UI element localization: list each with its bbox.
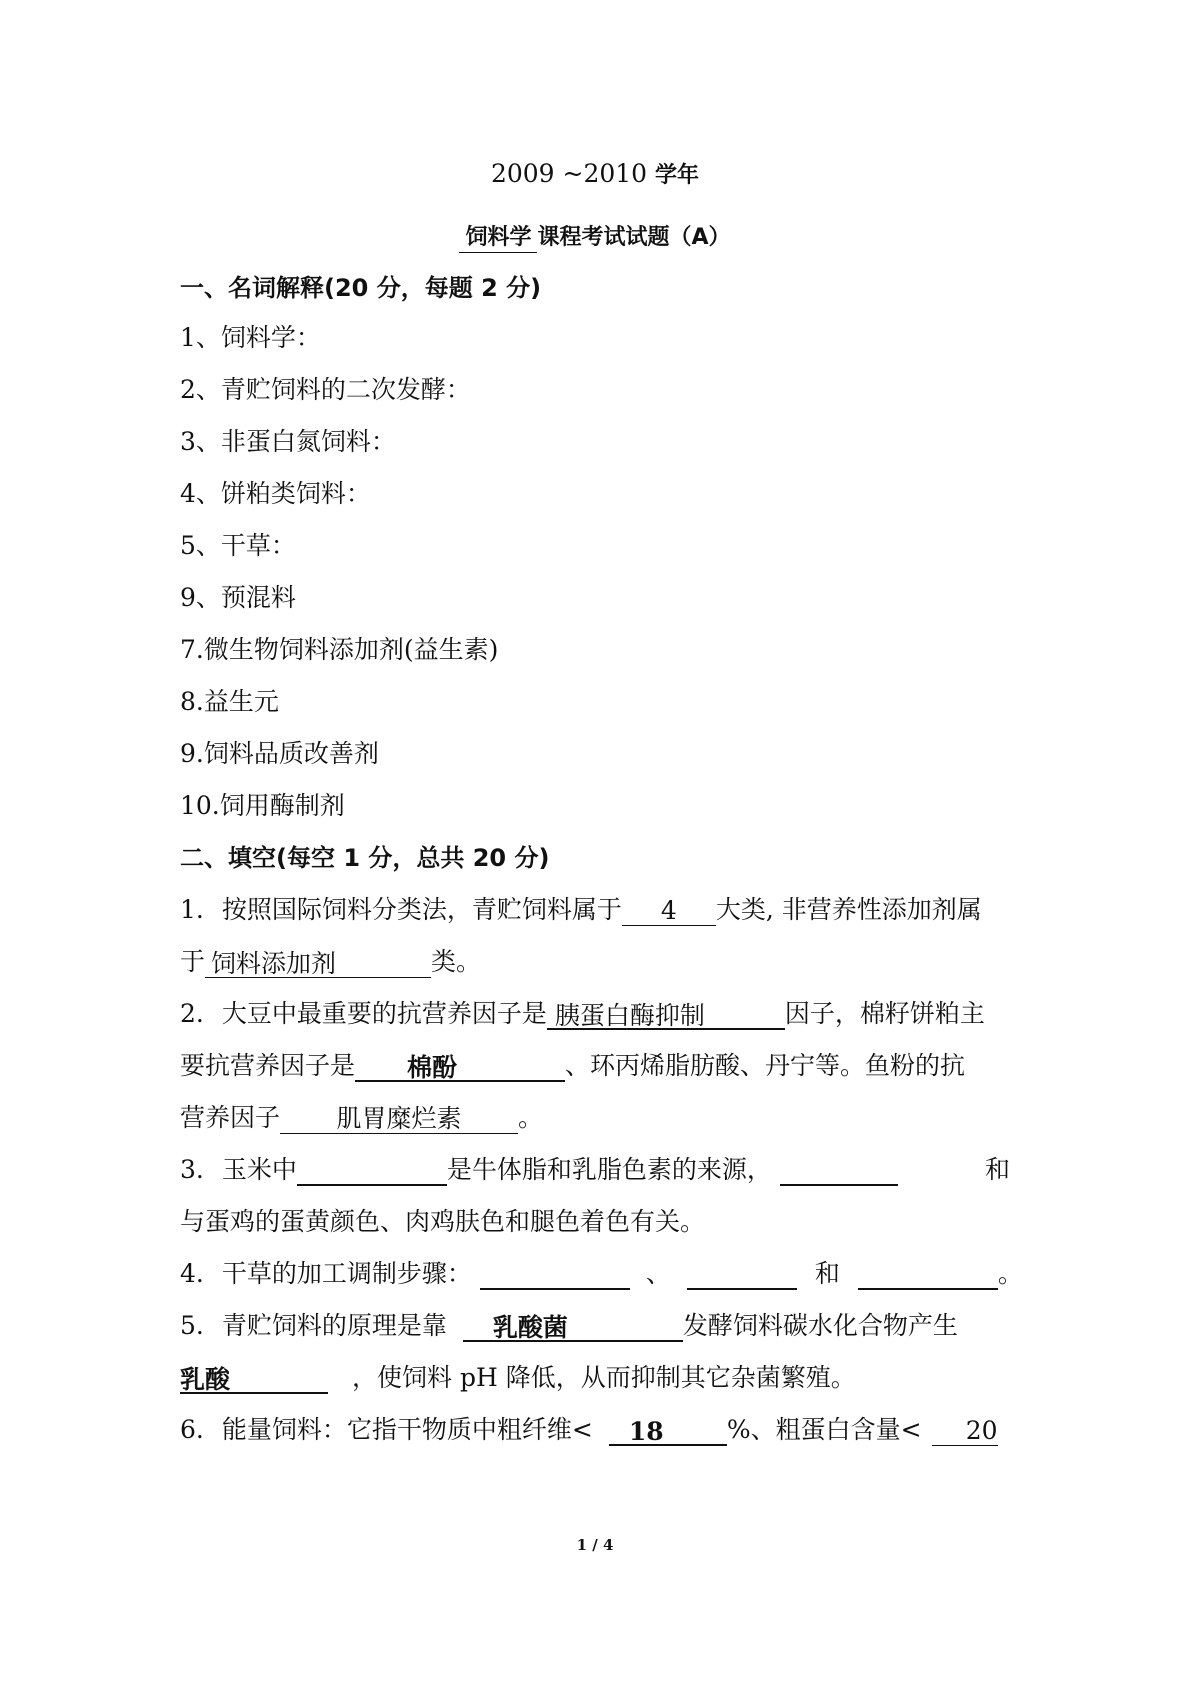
q5-text-a: 青贮饲料的原理是靠 [221,1311,447,1340]
q2-text-c: 要抗营养因子是 [180,1051,356,1080]
q4-text-a: 干草的加工调制步骤： [221,1259,472,1288]
question-2-line3 [180,1102,543,1134]
question-2-line1 [180,998,985,1030]
q1-answer-a[interactable]: 4 [622,897,716,926]
year-range: 2009 ~2010 [490,159,648,188]
q2-text-a: 大豆中最重要的抗营养因子是 [221,999,547,1028]
course-name: 饲料学 [459,224,537,253]
term-item: 10.饲用酶制剂 [180,791,345,820]
term-item: 7.微生物饲料添加剂(益生素) [180,635,499,664]
q2-answer-c[interactable]: 肌胃糜烂素 [280,1105,518,1134]
question-5-line1 [180,1310,958,1342]
q2-text-d: 、环丙烯脂肪酸、丹宁等。鱼粉的抗 [565,1051,966,1080]
q2-answer-a[interactable]: 胰蛋白酶抑制 [547,1002,785,1030]
q4-blank-3[interactable] [858,1260,998,1290]
q1-text-b: 大类, 非营养性添加剂属 [715,895,982,924]
question-5-line2 [180,1362,856,1394]
page-number: 1 / 4 [576,1536,614,1554]
q5-text-c: ，使饲料 pH 降低，从而抑制其它杂菌繁殖。 [352,1363,856,1392]
q2-text-b: 因子，棉籽饼粕主 [784,999,985,1028]
term-item: 9、预混料 [180,583,296,612]
q6-text-b: %、粗蛋白含量< [726,1415,922,1444]
q3-text-d: 与蛋鸡的蛋黄颜色、肉鸡肤色和腿色着色有关。 [180,1207,706,1236]
term-item: 2、青贮饲料的二次发酵： [180,375,471,404]
q3-number: 3. [180,1155,204,1184]
q4-end: 。 [997,1259,1023,1288]
q4-sep-1: 、 [645,1259,671,1288]
q6-number: 6. [180,1415,204,1444]
question-2-line2 [180,1050,965,1082]
question-1-line2 [180,946,481,978]
year-label: 学年 [655,163,700,188]
q5-number: 5. [180,1311,204,1340]
q1-text-d: 类。 [431,947,482,976]
q6-answer-b[interactable]: 20 [932,1417,998,1446]
q1-number: 1. [180,895,204,924]
q6-text-a: 能量饲料：它指干物质中粗纤维< [221,1415,593,1444]
question-4 [180,1258,1023,1290]
q4-number: 4. [180,1259,204,1288]
question-6 [180,1414,998,1446]
q6-answer-a[interactable]: 18 [609,1418,727,1446]
q3-blank-2[interactable] [780,1156,898,1186]
q1-answer-b[interactable]: 饲料添加剂 [205,950,431,978]
term-item: 1、饲料学： [180,323,321,352]
q2-text-e: 营养因子 [180,1103,281,1132]
q2-text-f: 。 [518,1103,544,1132]
q2-number: 2. [180,999,204,1028]
term-item: 9.饲料品质改善剂 [180,739,379,768]
section1-heading: 一、名词解释(20 分，每题 2 分) [180,274,542,302]
q5-text-b: 发酵饲料碳水化合物产生 [682,1311,958,1340]
exam-title [0,222,1190,254]
q3-blank-1[interactable] [297,1156,447,1186]
q1-text-c: 于 [180,947,206,976]
q4-sep-2: 和 [814,1259,840,1288]
q4-blank-1[interactable] [480,1260,630,1290]
q3-text-c: 和 [984,1155,1010,1184]
q5-answer-a[interactable]: 乳酸菌 [463,1314,683,1342]
title-rest: 课程考试试题（A） [537,225,731,250]
q3-text-a: 玉米中 [221,1155,297,1184]
question-1-line1 [180,894,982,926]
q5-answer-b[interactable]: 乳酸 [180,1366,328,1394]
term-item: 8.益生元 [180,687,279,716]
term-item: 3、非蛋白氮饲料： [180,427,396,456]
year-header [0,158,1190,192]
term-item: 4、饼粕类饲料： [180,479,371,508]
q3-text-b: 是牛体脂和乳脂色素的来源， [446,1155,772,1184]
term-item: 5、干草： [180,531,296,560]
section2-heading: 二、填空(每空 1 分，总共 20 分) [180,844,550,872]
question-3-line1 [180,1154,1010,1186]
q4-blank-2[interactable] [687,1260,797,1290]
q1-text-a: 按照国际饲料分类法，青贮饲料属于 [221,895,622,924]
q2-answer-b[interactable]: 棉酚 [355,1054,565,1082]
question-3-line2 [180,1206,705,1238]
